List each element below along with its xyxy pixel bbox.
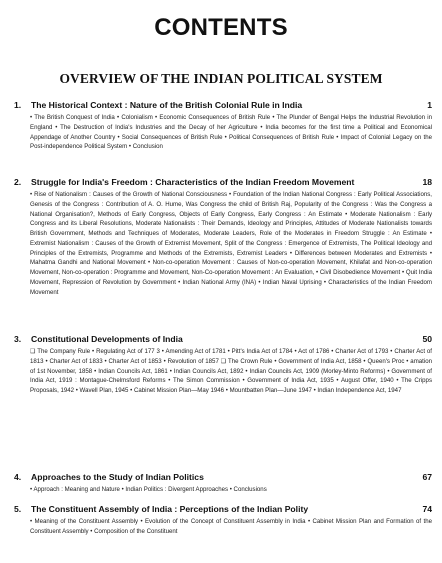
page-title: CONTENTS	[154, 14, 288, 41]
chapter-topics: • Meaning of the Constituent Assembly • Evolution of the Concept of Constituent Assembly in India • Cabinet Mission Plan and Formation of the Constituent Assembly • Composition of the Constituent	[30, 518, 432, 535]
chapter-heading	[14, 470, 432, 485]
chapter-topics: ❑ The Company Rule • Regulating Act of 177 3 • Amending Act of 1781 • Pitt's India Act of 1784 • Act of 1786 • Charter Act of 1793 • Charter Act of 1813 • Charter Act of 1833 • Charter Act of 1853 • Revolution of 1857 ❑ The Crown Rule • Government of India Act, 1858 • Queen's Proc • amation of 1st November, 1858 • Indian Councils Act, 1861 • Indian Councils Act, 1892 • Indian Councils Act, 1909 (Morley-Minto Reforms) • Government of India Act, 1919 : Montague-Chelmsford Reforms • The Simon Commission • Government of India Act, 1935 • August Offer, 1940 • The Cripps Proposals, 1942 • Wavell Plan, 1945 • Cabinet Mission Plan—May 1946 • Mountbatten Plan—June 1947 • Indian Independence Act, 1947	[30, 348, 432, 394]
chapter-1	[14, 98, 432, 152]
chapter-heading	[14, 332, 432, 347]
chapter-title: Constitutional Developments of India	[31, 334, 183, 344]
chapter-3	[14, 332, 432, 396]
chapter-topics: • Approach : Meaning and Nature • Indian Politics : Divergent Approaches • Conclusions	[30, 486, 267, 493]
chapter-topics: • Rise of Nationalism : Causes of the Growth of National Consciousness • Foundation of the Indian National Congress : Early Political Associations, Genesis of the Congress : Contribution of A. O. Hume, Was Congress the child of British Raj, Popularity of the Congress : Was the Congress a National Organisation?, Methods of Early Congress, Objects of Early Congress, Early Congress : An Estimate • Moderate Nationalism : Early Congress and its Liberal Resolutions, Moderate Nationalists : Their Demands, Ideology and Principles, Attitudes of Moderate Nationalists towards British Government, Methods and Techniques of Moderates, Moderate Leaders, Role of the Moderates in Freedom Struggle : An Estimate • Extremist Nationalism : Causes of the Growth of Extremist Movement, Split of the Congress : Emergence of Extremists, The Political Ideology and Principles of the Extremists, Programme and Methods of the Extremists, Extremist Leaders • Differences between Moderates and Extremists • Mahatma Gandhi and National Movement • Non-co-operation Movement : Causes of Non-co-operation Movement, Khilafat and Non-co-operation Movement, Non-co-operation : Programme and Movement, Non-Co-operation Movement : An Evaluation, • Civil Disobedience Movement • Quit India Movement, Repression of Revolution by Government • Indian National Army (INA) • Indian Naval Uprising • Characteristics of the Indian Freedom Movement	[30, 191, 432, 296]
chapter-title: The Constituent Assembly of India : Perceptions of the Indian Polity	[31, 504, 309, 514]
chapter-page-number: 50	[422, 334, 432, 344]
chapter-number: 1.	[14, 100, 22, 110]
chapter-page-number: 18	[422, 177, 432, 187]
chapter-page-number: 1	[427, 100, 432, 110]
chapter-number: 5.	[14, 504, 22, 514]
chapter-title: The Historical Context : Nature of the British Colonial Rule in India	[31, 100, 303, 110]
chapter-2	[14, 175, 432, 297]
chapter-page-number: 74	[422, 504, 432, 514]
chapter-page-number: 67	[422, 472, 432, 482]
chapter-title: Approaches to the Study of Indian Politics	[31, 472, 204, 482]
chapter-5	[14, 502, 432, 537]
chapter-number: 4.	[14, 472, 22, 482]
chapter-heading	[14, 502, 432, 517]
chapter-heading	[14, 98, 432, 113]
chapter-title: Struggle for India's Freedom : Characteristics of the Indian Freedom Movement	[31, 177, 355, 187]
chapter-topics: • The British Conquest of India • Colonialism • Economic Consequences of British Rule • The Plunder of Bengal Helps the Industrial Revolution in England • The Destruction of India's Industries and the Decay of her Agriculture • India becomes for the first time a Political and Economical Appendage of Another Country • Social Consequences of British Rule • Political Consequences of British Rule • Impact of Colonial Legacy on the Post-independence Political System • Conclusion	[30, 114, 432, 151]
chapter-number: 2.	[14, 177, 22, 187]
chapter-number: 3.	[14, 334, 22, 344]
chapter-heading	[14, 175, 432, 190]
chapter-4	[14, 470, 432, 495]
section-title: OVERVIEW OF THE INDIAN POLITICAL SYSTEM	[59, 71, 383, 86]
